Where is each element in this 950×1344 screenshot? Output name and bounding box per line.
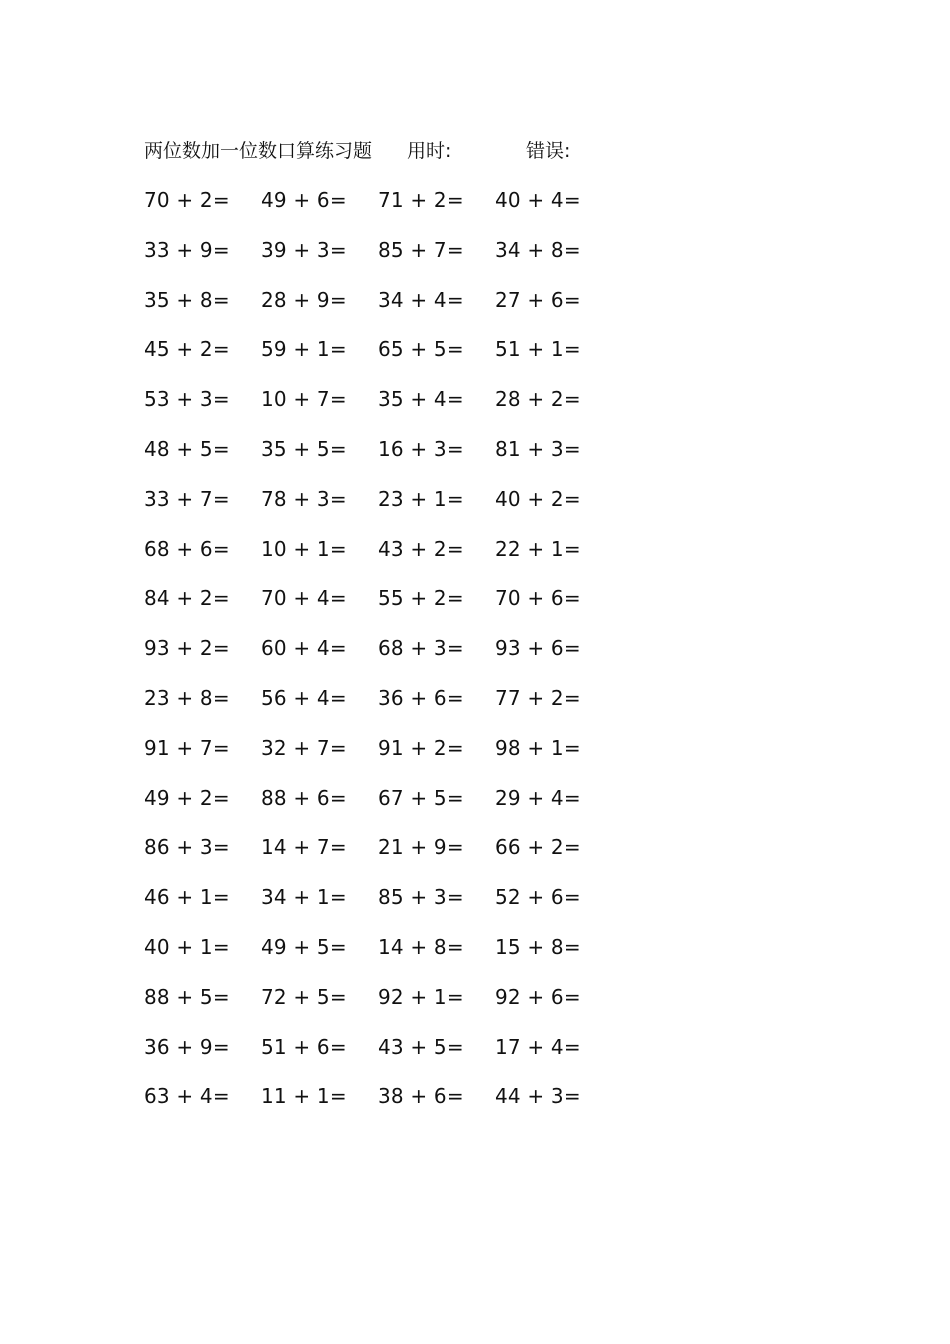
problem-item: 88 + 6=: [261, 785, 347, 810]
problem-item: 91 + 7=: [144, 735, 230, 760]
problem-item: 63 + 4=: [144, 1084, 230, 1109]
problem-item: 40 + 1=: [144, 934, 230, 959]
problem-item: 23 + 8=: [144, 685, 230, 710]
time-used-label: 用时:: [407, 140, 452, 162]
problem-item: 56 + 4=: [261, 685, 347, 710]
problem-item: 93 + 2=: [144, 636, 230, 661]
problem-item: 92 + 1=: [378, 984, 464, 1009]
errors-label: 错误:: [526, 140, 571, 162]
problem-item: 81 + 3=: [495, 436, 581, 461]
problem-item: 85 + 3=: [378, 885, 464, 910]
problem-item: 39 + 3=: [261, 237, 347, 262]
problem-item: 92 + 6=: [495, 984, 581, 1009]
problem-row: [144, 1082, 624, 1132]
problem-item: 48 + 5=: [144, 436, 230, 461]
problem-item: 70 + 6=: [495, 586, 581, 611]
problem-item: 33 + 7=: [144, 486, 230, 511]
problem-row: [144, 236, 624, 286]
problem-item: 51 + 6=: [261, 1034, 347, 1059]
problem-item: 93 + 6=: [495, 636, 581, 661]
problem-item: 21 + 9=: [378, 835, 464, 860]
problem-item: 35 + 8=: [144, 287, 230, 312]
problem-item: 59 + 1=: [261, 337, 347, 362]
worksheet-header: [144, 137, 744, 165]
problem-item: 70 + 2=: [144, 188, 230, 212]
problem-item: 68 + 3=: [378, 636, 464, 661]
problem-item: 28 + 9=: [261, 287, 347, 312]
problem-row: [144, 186, 624, 236]
problem-row: [144, 485, 624, 535]
problem-item: 91 + 2=: [378, 735, 464, 760]
problem-item: 35 + 4=: [378, 387, 464, 412]
problem-item: 38 + 6=: [378, 1084, 464, 1109]
problem-item: 53 + 3=: [144, 387, 230, 412]
problem-item: 28 + 2=: [495, 387, 581, 412]
problem-row: [144, 385, 624, 435]
problem-row: [144, 535, 624, 585]
problem-item: 36 + 9=: [144, 1034, 230, 1059]
problem-item: 85 + 7=: [378, 237, 464, 262]
problem-item: 43 + 5=: [378, 1034, 464, 1059]
problem-item: 40 + 2=: [495, 486, 581, 511]
problem-item: 43 + 2=: [378, 536, 464, 561]
problem-item: 27 + 6=: [495, 287, 581, 312]
problem-item: 98 + 1=: [495, 735, 581, 760]
problem-item: 17 + 4=: [495, 1034, 581, 1059]
problem-item: 49 + 5=: [261, 934, 347, 959]
problem-item: 67 + 5=: [378, 785, 464, 810]
problem-item: 15 + 8=: [495, 934, 581, 959]
problem-item: 88 + 5=: [144, 984, 230, 1009]
problem-item: 32 + 7=: [261, 735, 347, 760]
problem-item: 34 + 8=: [495, 237, 581, 262]
problem-row: [144, 883, 624, 933]
problem-item: 70 + 4=: [261, 586, 347, 611]
problem-item: 45 + 2=: [144, 337, 230, 362]
problem-item: 36 + 6=: [378, 685, 464, 710]
problem-item: 71 + 2=: [378, 188, 464, 212]
problem-item: 10 + 7=: [261, 387, 347, 412]
problem-item: 77 + 2=: [495, 685, 581, 710]
problem-item: 65 + 5=: [378, 337, 464, 362]
problem-item: 55 + 2=: [378, 586, 464, 611]
problem-item: 72 + 5=: [261, 984, 347, 1009]
problem-row: [144, 933, 624, 983]
problem-item: 60 + 4=: [261, 636, 347, 661]
problem-row: [144, 286, 624, 336]
problem-item: 10 + 1=: [261, 536, 347, 561]
problem-item: 84 + 2=: [144, 586, 230, 611]
problem-item: 29 + 4=: [495, 785, 581, 810]
problem-row: [144, 584, 624, 634]
problem-row: [144, 734, 624, 784]
problem-row: [144, 1033, 624, 1083]
problem-item: 34 + 4=: [378, 287, 464, 312]
problem-item: 86 + 3=: [144, 835, 230, 860]
problem-item: 66 + 2=: [495, 835, 581, 860]
problem-row: [144, 335, 624, 385]
problem-row: [144, 435, 624, 485]
problem-item: 35 + 5=: [261, 436, 347, 461]
problem-row: [144, 634, 624, 684]
problem-item: 16 + 3=: [378, 436, 464, 461]
problem-item: 51 + 1=: [495, 337, 581, 362]
problem-item: 22 + 1=: [495, 536, 581, 561]
problem-item: 40 + 4=: [495, 188, 581, 212]
problem-item: 34 + 1=: [261, 885, 347, 910]
problem-item: 46 + 1=: [144, 885, 230, 910]
problem-item: 44 + 3=: [495, 1084, 581, 1109]
worksheet-title: 两位数加一位数口算练习题: [144, 140, 373, 162]
problem-item: 49 + 6=: [261, 188, 347, 212]
problem-item: 23 + 1=: [378, 486, 464, 511]
problem-row: [144, 784, 624, 834]
problem-item: 68 + 6=: [144, 536, 230, 561]
problem-row: [144, 684, 624, 734]
problem-item: 49 + 2=: [144, 785, 230, 810]
problem-item: 11 + 1=: [261, 1084, 347, 1109]
problem-item: 52 + 6=: [495, 885, 581, 910]
problem-item: 14 + 7=: [261, 835, 347, 860]
problem-item: 14 + 8=: [378, 934, 464, 959]
problem-grid: [144, 186, 624, 1132]
problem-item: 33 + 9=: [144, 237, 230, 262]
problem-row: [144, 833, 624, 883]
problem-item: 78 + 3=: [261, 486, 347, 511]
problem-row: [144, 983, 624, 1033]
